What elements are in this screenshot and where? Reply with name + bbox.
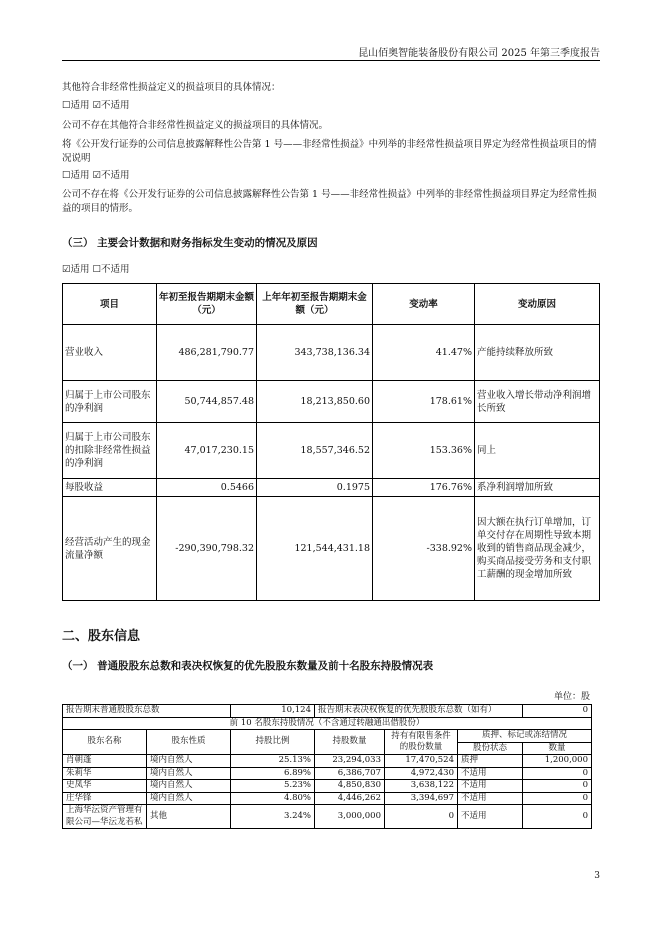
row-label: 归属于上市公司股东的净利润 [63, 381, 157, 423]
prior-value: 18,213,850.60 [257, 381, 373, 423]
change-reason: 同上 [475, 423, 600, 479]
table-row [63, 792, 592, 805]
pledge-count: 1,200,000 [523, 755, 592, 768]
header-cell: 上年年初至报告期期末金额（元） [257, 284, 373, 325]
pledge-count: 0 [523, 780, 592, 793]
summary-value: 0 [523, 705, 592, 718]
restricted-shares: 0 [385, 805, 458, 829]
table-row [63, 423, 600, 479]
change-rate: -338.92% [373, 497, 475, 601]
header-cell: 变动原因 [475, 284, 600, 325]
header-cell: 持股比例 [231, 730, 315, 755]
summary-row [63, 705, 592, 718]
shareholder-name: 肖朝蓬 [63, 755, 147, 768]
pledge-count: 0 [523, 767, 592, 780]
row-label: 营业收入 [63, 325, 157, 381]
row-label: 每股收益 [63, 479, 157, 497]
section-title: （三） 主要会计数据和财务指标发生变动的情况及原因 [62, 237, 318, 249]
header-cell: 持股数量 [315, 730, 385, 755]
pledge-count: 0 [523, 792, 592, 805]
shareholder-name: 朱莉华 [63, 767, 147, 780]
table-row [63, 780, 592, 793]
paragraph: 公司不存在其他符合非经常性损益定义的损益项目的具体情况。 [62, 120, 329, 131]
table-row [63, 755, 592, 768]
table-row [63, 497, 600, 601]
restricted-shares: 17,470,524 [385, 755, 458, 768]
share-status: 不适用 [458, 805, 523, 829]
change-reason: 产能持续释放所致 [475, 325, 600, 381]
shareholder-table [62, 704, 592, 829]
top10-title-row [63, 717, 592, 730]
row-label: 归属于上市公司股东的扣除非经常性损益的净利润 [63, 423, 157, 479]
header-cell: 质押、标记或冻结情况 [458, 730, 592, 743]
current-value: 50,744,857.48 [157, 381, 257, 423]
table-header-row [63, 730, 592, 743]
shareholder-name: 史凤华 [63, 780, 147, 793]
top10-title: 前 10 名股东持股情况（不含通过转融通出借股份） [63, 717, 592, 730]
header-cell: 持有有限售条件的股份数量 [385, 730, 458, 755]
restricted-shares: 4,972,430 [385, 767, 458, 780]
holding-quantity: 4,446,262 [315, 792, 385, 805]
restricted-shares: 3,394,697 [385, 792, 458, 805]
shareholder-name: 庄华锋 [63, 792, 147, 805]
current-value: -290,390,798.32 [157, 497, 257, 601]
summary-label: 报告期末表决权恢复的优先股股东总数（如有） [315, 705, 523, 718]
share-status: 不适用 [458, 780, 523, 793]
holding-ratio: 5.23% [231, 780, 315, 793]
prior-value: 121,544,431.18 [257, 497, 373, 601]
change-reason: 系净利润增加所致 [475, 479, 600, 497]
section-heading: 二、股东信息 [62, 629, 141, 644]
holding-quantity: 4,850,830 [315, 780, 385, 793]
summary-label: 报告期末普通股股东总数 [63, 705, 231, 718]
holding-ratio: 3.24% [231, 805, 315, 829]
holding-quantity: 3,000,000 [315, 805, 385, 829]
page-header: 昆山佰奥智能装备股份有限公司 2025 年第三季度报告 [358, 48, 600, 59]
header-cell: 股东名称 [63, 730, 147, 755]
table-header-row [63, 284, 600, 325]
change-reason: 营业收入增长带动净利润增长所致 [475, 381, 600, 423]
prior-value: 343,738,136.34 [257, 325, 373, 381]
header-rule [62, 60, 600, 61]
row-label: 经营活动产生的现金流量净额 [63, 497, 157, 601]
table-row [63, 479, 600, 497]
unit-label: 单位：股 [553, 692, 590, 702]
share-status: 不适用 [458, 767, 523, 780]
shareholder-nature: 境内自然人 [147, 767, 231, 780]
current-value: 0.5466 [157, 479, 257, 497]
current-value: 486,281,790.77 [157, 325, 257, 381]
change-rate: 178.61% [373, 381, 475, 423]
share-status: 质押 [458, 755, 523, 768]
table-row [63, 767, 592, 780]
holding-ratio: 6.89% [231, 767, 315, 780]
change-rate: 153.36% [373, 423, 475, 479]
paragraph: 公司不存在将《公开发行证券的公司信息披露解释性公告第 1 号——非经常性损益》中列举的非经常性损益项目界定为经常性损益的项目的情形。 [62, 189, 597, 214]
change-rate: 41.47% [373, 325, 475, 381]
holding-ratio: 25.13% [231, 755, 315, 768]
paragraph: 将《公开发行证券的公司信息披露解释性公告第 1 号——非经常性损益》中列举的非经常性损益项目界定为经常性损益项目的情况说明 [62, 139, 597, 164]
header-cell: 股份状态 [458, 742, 523, 755]
page-number: 3 [594, 871, 600, 881]
holding-quantity: 6,386,707 [315, 767, 385, 780]
holding-ratio: 4.80% [231, 792, 315, 805]
change-reason: 因大额在执行订单增加，订单交付存在周期性导致本期收到的销售商品现金减少，购买商品接受劳务和支付职工薪酬的现金增加所致 [475, 497, 600, 601]
holding-quantity: 23,294,033 [315, 755, 385, 768]
prior-value: 0.1975 [257, 479, 373, 497]
restricted-shares: 3,638,122 [385, 780, 458, 793]
header-cell: 项目 [63, 284, 157, 325]
checkbox-line: ☑适用 ☐不适用 [62, 264, 130, 275]
shareholder-nature: 境内自然人 [147, 792, 231, 805]
share-status: 不适用 [458, 792, 523, 805]
table-row [63, 805, 592, 829]
prior-value: 18,557,346.52 [257, 423, 373, 479]
summary-value: 10,124 [231, 705, 315, 718]
shareholder-nature: 境内自然人 [147, 755, 231, 768]
section-subtitle: （一） 普通股股东总数和表决权恢复的优先股股东数量及前十名股东持股情况表 [62, 660, 434, 672]
shareholder-nature: 境内自然人 [147, 780, 231, 793]
checkbox-line: ☐适用 ☑不适用 [62, 100, 130, 111]
header-cell: 股东性质 [147, 730, 231, 755]
change-rate: 176.76% [373, 479, 475, 497]
financial-change-table [62, 283, 600, 601]
header-cell: 年初至报告期期末金额（元） [157, 284, 257, 325]
shareholder-name: 上海华沄资产管理有限公司—华沄龙若私 [63, 805, 147, 829]
table-row [63, 381, 600, 423]
pledge-count: 0 [523, 805, 592, 829]
table-row [63, 325, 600, 381]
current-value: 47,017,230.15 [157, 423, 257, 479]
header-cell: 数量 [523, 742, 592, 755]
checkbox-line: ☐适用 ☑不适用 [62, 170, 130, 181]
paragraph: 其他符合非经常性损益定义的损益项目的具体情况： [62, 82, 281, 93]
header-cell: 变动率 [373, 284, 475, 325]
shareholder-nature: 其他 [147, 805, 231, 829]
